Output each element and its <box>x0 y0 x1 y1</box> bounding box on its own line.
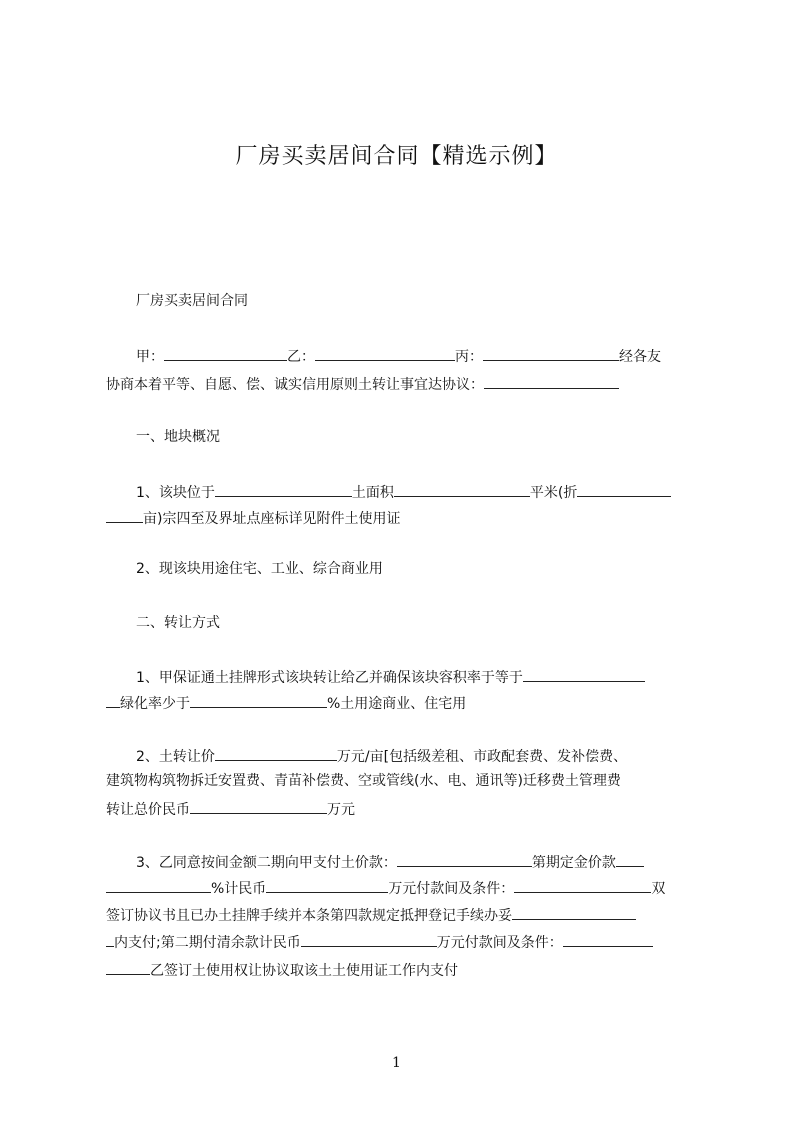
party-b-label: 乙： <box>287 349 315 365</box>
section-2-item-3-line-2 <box>106 878 706 898</box>
mortgage-text: 签订协议书且已办土挂牌手续并本条第四款规定抵押登记手续办妥 <box>106 908 512 924</box>
balance-terms-label: 万元付款间及条件： <box>436 935 563 951</box>
location-label: 1、该块位于 <box>136 485 215 501</box>
plot-ratio-blank-cont <box>106 693 120 708</box>
section-2-item-2-line-3 <box>106 799 706 819</box>
deposit-label: 第期定金价款 <box>531 855 616 871</box>
contract-subtitle: 厂房买卖居间合同 <box>136 293 248 309</box>
section-2-item-3-line-3 <box>106 905 706 925</box>
deposit-terms-label: 万元付款间及条件： <box>388 881 515 897</box>
parties-line <box>136 346 736 366</box>
deposit-rmb-blank <box>266 878 388 893</box>
party-c-label: 丙： <box>455 349 483 365</box>
section-1-item-2: 2、现该块用途住宅、工业、综合商业用 <box>136 561 383 577</box>
balance-terms-blank-cont <box>106 960 150 975</box>
party-a-label: 甲： <box>136 349 164 365</box>
plot-ratio-blank <box>523 667 645 682</box>
section-1-item-1 <box>136 482 736 502</box>
payment-label: 3、乙同意按间金额二期向甲支付土价款： <box>136 855 397 871</box>
party-a-blank <box>164 346 287 361</box>
total-price-label: 转让总价民币 <box>106 802 190 818</box>
agreement-blank <box>484 374 619 389</box>
mortgage-blank-cont <box>106 932 114 947</box>
mu-blank <box>577 482 671 497</box>
green-ratio-blank <box>190 693 327 708</box>
section-2-item-1-line-2 <box>106 693 706 713</box>
mu-blank-cont <box>106 508 143 523</box>
area-label: 土面积 <box>351 485 394 501</box>
deposit-rmb-label: %计民币 <box>211 881 267 897</box>
party-b-blank <box>315 346 455 361</box>
section-2-item-3-line-5 <box>106 960 706 980</box>
deposit-terms-tail: 双 <box>651 881 666 897</box>
section-2-item-1 <box>136 667 736 687</box>
section-2-heading: 二、转让方式 <box>136 615 220 631</box>
total-price-blank <box>190 799 327 814</box>
party-c-blank <box>483 346 619 361</box>
payment-blank <box>397 852 532 867</box>
area-blank <box>394 482 530 497</box>
page-number: 1 <box>392 1055 401 1071</box>
land-cert-text: 乙签订土使用权让协议取该土土使用证工作内支付 <box>150 963 458 979</box>
section-2-item-3-line-4 <box>106 932 706 952</box>
section-2-item-2 <box>136 746 736 766</box>
boundary-text: 亩)宗四至及界址点座标详见附件土使用证 <box>143 511 401 527</box>
section-2-item-2-line-2: 建筑物构筑物拆迁安置费、青苗补偿费、空或管线(水、电、通讯等)迁移费土管理费 <box>106 773 621 789</box>
sqm-label: 平米(折 <box>529 485 578 501</box>
section-1-item-1-line-2 <box>106 508 706 528</box>
total-price-unit: 万元 <box>327 802 355 818</box>
section-2-item-3 <box>136 852 736 872</box>
balance-blank <box>301 932 437 947</box>
plot-ratio-text: 1、甲保证通土挂牌形式该块转让给乙并确保该块容积率于等于 <box>136 670 523 686</box>
section-1-heading: 一、地块概况 <box>136 429 220 445</box>
agreement-intro: 协商本着平等、自愿、偿、诚实信用原则土转让事宜达协议： <box>106 377 484 393</box>
price-blank <box>215 746 337 761</box>
price-label: 2、土转让价 <box>136 749 215 765</box>
deposit-blank-cont <box>106 878 211 893</box>
mortgage-blank <box>512 905 636 920</box>
deposit-terms-blank <box>514 878 651 893</box>
price-includes-text: 万元/亩[包括级差租、市政配套费、发补偿费、 <box>336 749 628 765</box>
deposit-blank <box>616 852 644 867</box>
document-title: 厂房买卖居间合同【精选示例】 <box>235 144 558 169</box>
location-blank <box>215 482 352 497</box>
balance-label: 内支付;第二期付清余款计民币 <box>114 935 301 951</box>
parties-line-2 <box>106 374 706 394</box>
balance-terms-blank <box>563 932 653 947</box>
parties-tail: 经各友 <box>619 349 661 365</box>
green-ratio-label: 绿化率少于 <box>120 696 190 712</box>
land-use-text: %土用途商业、住宅用 <box>327 696 467 712</box>
